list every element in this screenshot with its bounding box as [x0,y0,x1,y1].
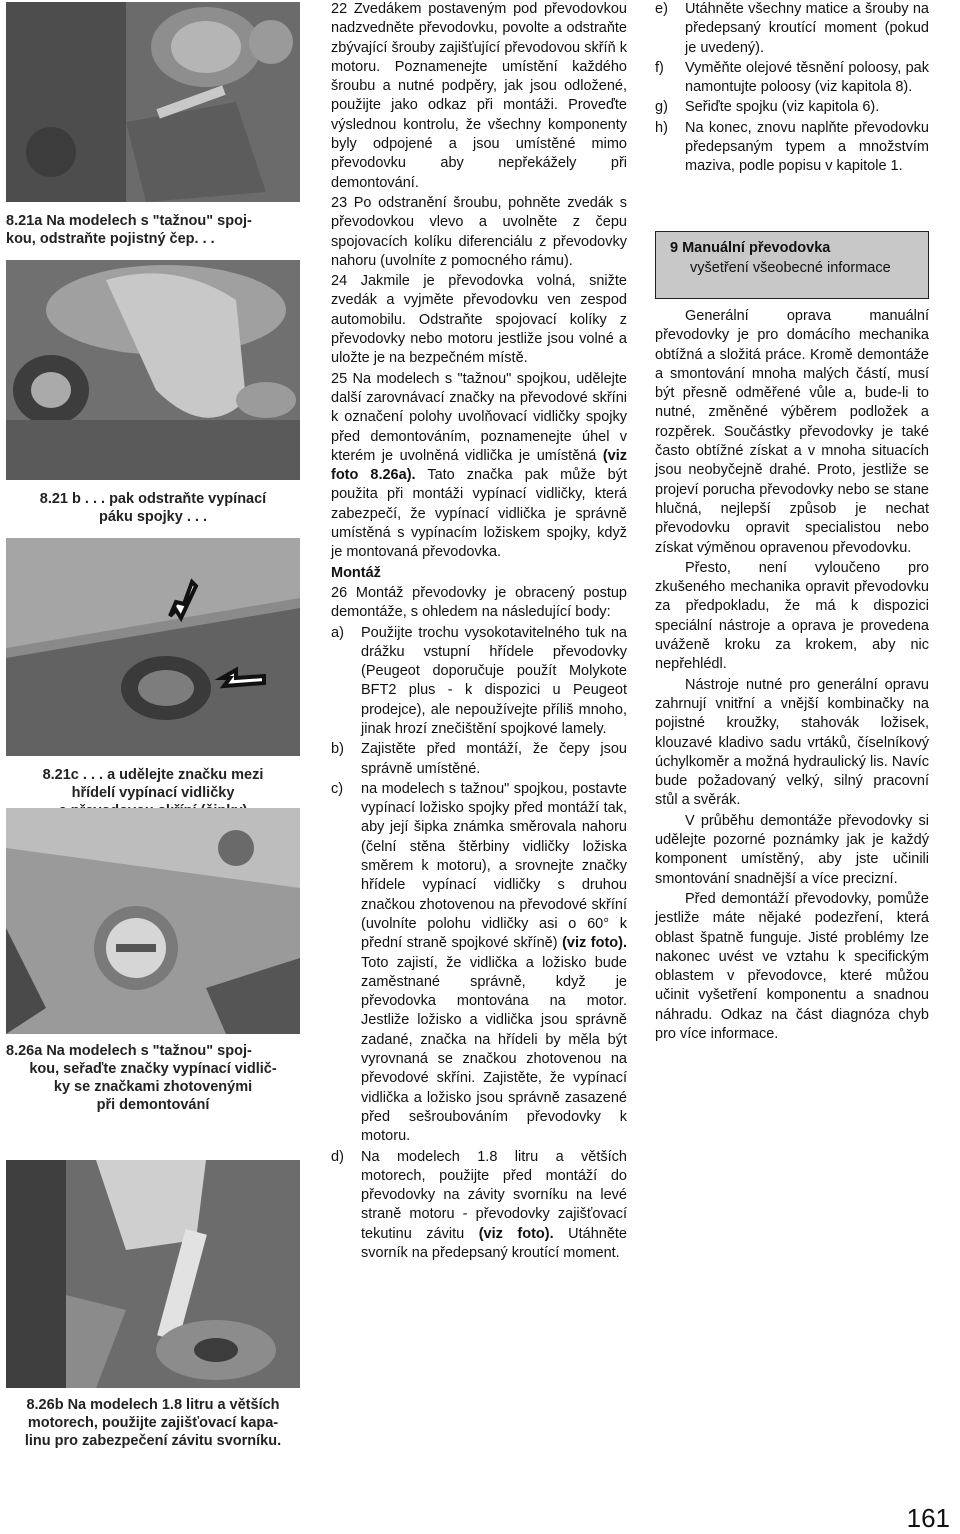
list-label: g) [655,99,668,116]
right-column-list [655,0,929,178]
section-header-box [655,231,929,299]
caption-line: motorech, použijte zajišťovací kapa- [27,1415,279,1431]
caption-line: 8.26a Na modelech s "tažnou" spoj- [6,1043,252,1059]
list-text: Toto zajistí, že vidlička a ložisko bude zaměstnané správně, když je převodovka montována na motor. Jestliže ložisko a vidlička jsou správně zadané, značka na hřídeli by měla být vyrovnaná se značkou zhotovenou na převodové skříni. Zajistěte, že vypínací vidlička a ložisko jsou správně zasazené před sešroubováním převodovky k motoru. [361,954,627,1145]
list-text: Zajistěte před montáží, že čepy jsou správně umístěné. [361,741,627,777]
caption-line: kou, odstraňte pojistný čep. . . [6,231,215,247]
caption-line: 8.21 b . . . pak odstraňte vypínací [39,491,267,507]
caption-8-26b [6,1396,300,1450]
body-paragraph: V průběhu demontáže převodovky si udělejte pozorné poznámky jak je každý komponent umístěný, aby jste učinili smontování snadnější a více precizní. [655,812,929,887]
paragraph-26: 26 Montáž převodovky je obracený postup demontáže, s ohledem na následující body: [331,584,627,621]
list-text: na modelech s tažnou" spojkou, postavte vypínací ložisko spojky před montáží tak, aby její šipka známka směrovala nahoru (čelní stěna štěrbiny vidličky ložiska směrem k motoru), a srovnejte značky hřídele vypínací vidličky s druhou značkou zhotovenou na převodové skříní (uvolníte polohu vidličky asi o 60° k přední straně spojkové skříně) [361,780,627,952]
photo-8-21b [6,260,300,480]
caption-8-21b [6,490,300,526]
list-text: Na modelech 1.8 litru a větších motorech, použijte před montáží do převodovky na závity svorníku na levé straně motoru - převodovky zajišťovací tekutinu závitu [361,1148,627,1242]
body-paragraph: Nástroje nutné pro generální opravu zahrnují vnitřní a vnější kombinačky na pojistné kroužky, stahovák ložisek, klouzavé kladivo sadu vrtáků, číselníkový úchylkoměr a možná hydraulický lis. Navíc bude požadovaný velký, silný pracovní stůl a svěrák. [655,676,929,809]
list-item-g [655,98,929,117]
list-label: f) [655,59,664,76]
caption-line: při demontování [96,1097,210,1113]
list-item-f [655,59,929,98]
list-item-d [331,1148,627,1264]
caption-line: ky se značkami zhotovenými [53,1079,253,1095]
list-label: c) [331,780,344,797]
section-subtitle: vyšetření všeobecné informace [690,260,891,276]
list-label: d) [331,1148,344,1165]
paragraph-22: 22 Zvedákem postaveným pod převodovkou nadzvedněte převodovku, povolte a odstraňte zbývající šrouby zajišťující převodovou skříň k motoru. Poznamenejte umístění každého šroubu a nutné podpěry, jak jsou odložené, použijte jako odkaz při montáži. Proveďte výslednou kontrolu, že všechny komponenty byly odpojené a jsou umístěné mimo převodovku aby nepřekážely při demontování. [331,1,627,191]
caption-8-21a [6,212,300,248]
paragraph-25 [331,370,627,563]
list-text: Seřiďte spojku (viz kapitola 6). [685,99,880,116]
page-number: 161 [906,1503,950,1533]
list-text: Utáhněte svorník na předepsaný kroutící moment. [361,1225,627,1261]
caption-line: 8.21c . . . a udělejte značku mezi [42,767,264,783]
caption-line: linu pro zabezpečení závitu svorníku. [24,1433,282,1449]
caption-line: kou, seřaďte značky vypínací vidlič- [29,1061,277,1077]
list-label: b) [331,741,344,758]
photo-reference: (viz foto). [478,1225,554,1242]
list-label: a) [331,624,344,641]
list-item-e [655,0,929,58]
photo-reference: (viz foto). [562,935,628,952]
list-label: h) [655,119,668,136]
list-text: Použijte trochu vysokotavitelného tuk na drážku vstupní hřídele převodovky (Peugeot doporučuje použít Molykote BFT2 plus - k dispozici u Peugeot prodejce), ale nepoužívejte příliš mnoho, jinak hrozí znečištění spojkové lamely. [361,624,627,737]
caption-line: 8.26b Na modelech 1.8 litru a větších [26,1397,280,1413]
paragraph-23: 23 Po odstranění šroubu, pohněte zvedák s převodovkou vlevo a uvolněte z čepu spojovacích kolíku diferenciálu z převodovky nahoru (uvolníte z pomocného rámu). [331,194,627,269]
caption-line: 8.21a Na modelech s "tažnou" spoj- [6,213,252,229]
photo-8-26b [6,1160,300,1388]
section-title: 9 Manuální převodovka [670,240,831,256]
paragraph-25-text: 25 Na modelech s "tažnou" spojkou, udělejte další zarovnávací značky na převodové skříni k označení polohy uvolňovací vidličky spojky před demontováním, poznamenejte úhel v kterém je uvolněná vidlička je umístěná [331,370,627,464]
list-item-a [331,624,627,740]
paragraph-25-text: Tato značka pak může být použita při montáži vypínací vidličky, která zabezpečí, že vypínací vidlička je správně umístěná s vypínacím ložiskem spojky, když je montovaná převodovka. [331,467,627,561]
photo-8-26a [6,808,300,1034]
list-item-b [331,740,627,779]
list-text: Utáhněte všechny matice a šrouby na předepsaný kroutící moment (pokud je uvedený). [685,1,929,56]
caption-line: hřídelí vypínací vidličky [71,785,235,801]
caption-8-26a [6,1042,300,1114]
body-paragraph: Před demontáží převodovky, pomůže jestliže máte nějaké podezření, která oblast špatně funguje. Jisté problémy lze nakonec uvést ve vztahu k specifickým oblastem v převodovce, které můžou učinit vyšetření komponentu a snadnou náhradu. Odkaz na část diagnóza chyb pro více informace. [655,890,929,1042]
list-text: Vyměňte olejové těsnění poloosy, pak namontujte poloosy (viz kapitola 8). [685,59,929,96]
list-text: Na konec, znovu naplňte převodovku předepsaným typem a množstvím maziva, podle popisu v kapitole 1. [685,119,929,175]
body-paragraph: Generální oprava manuální převodovky je pro domácího mechanika obtížná a složitá práce. Kromě demontáže a smontování mnoha malých částí, musí být přesně odměřené vůle a, bude-li to nutné, změněné výběrem podložek a rozpěrek. Součástky převodovky je také často obtížné získat a v mnoha situacích jsou neobyčejně drahé. Proto, jestliže se projeví porucha převodovky nebo se stane hlučná, nejlepší způsob je nechat převodovku opravit specialistou nebo získat výměnou opravenou převodovku. [655,308,929,556]
photo-reference: (viz foto 8.26a). [331,447,627,484]
caption-line: páku spojky . . . [99,509,207,525]
list-item-c [331,780,627,1147]
middle-column [331,0,627,1264]
photo-8-21c [6,538,300,756]
list-label: e) [655,1,668,17]
right-column-body [655,307,929,1045]
list-item-h [655,119,929,177]
body-paragraph: Přesto, není vyloučeno pro zkušeného mechanika opravit převodovku za předpokladu, že má k dispozici speciální nástroje a oprava je provedena uváženě kroku za krokem, aby nic nepřehlédl. [655,559,929,673]
section-heading-montaz: Montáž [331,564,381,581]
photo-8-21a [6,2,300,202]
paragraph-24: 24 Jakmile je převodovka volná, snižte zvedák a vyjměte převodovku ven zespod automobilu. Odstraňte spojovací kolíky z převodovky nebo motoru jestliže jsou volné a uložte je na bezpečném místě. [331,273,627,367]
